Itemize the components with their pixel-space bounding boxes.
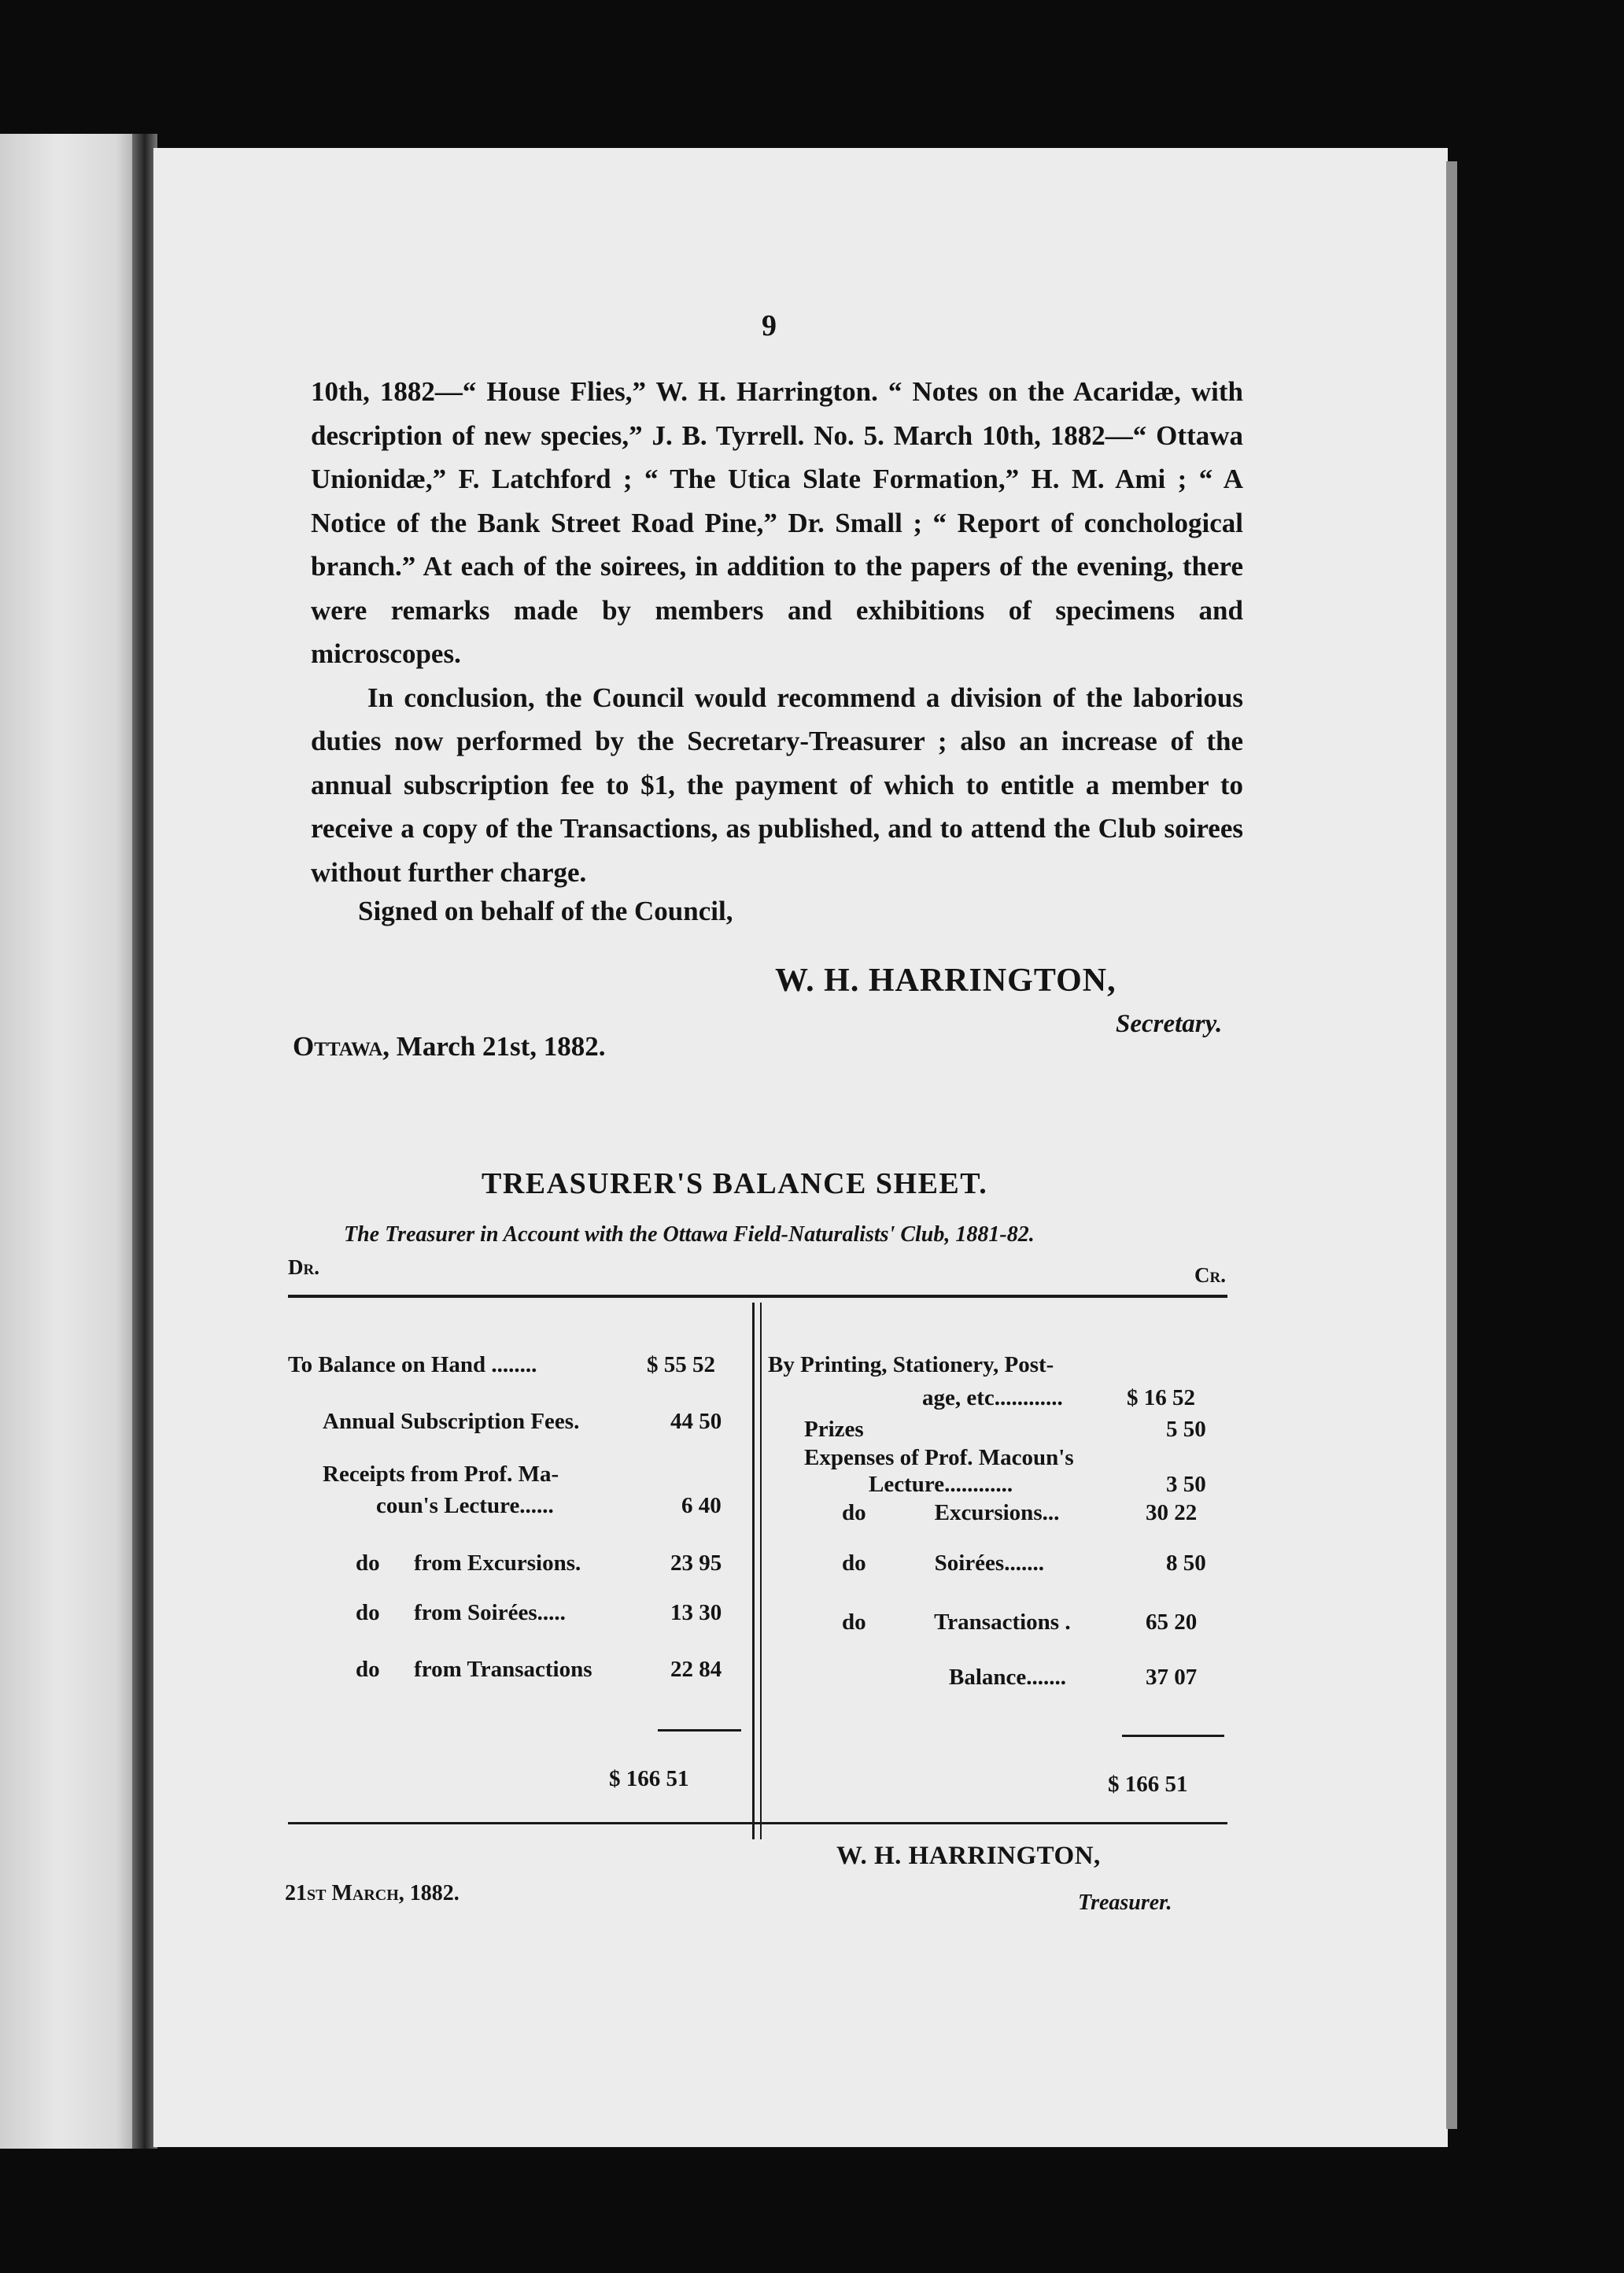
body-text: [311, 370, 1243, 894]
credit-entry-amount: 5 50: [1166, 1417, 1206, 1442]
debit-entry-label: To Balance on Hand ........: [288, 1352, 537, 1377]
treasurer-name: W. H. HARRINGTON,: [836, 1842, 1101, 1870]
debit-entry-label: do from Excursions.: [356, 1550, 581, 1576]
credit-total-rule: [1122, 1735, 1224, 1737]
credit-entry-amount: 65 20: [1146, 1610, 1198, 1635]
bottom-rule: [288, 1822, 1227, 1824]
credit-entry-amount: 37 07: [1146, 1665, 1198, 1690]
credit-entry-label: do Excursions...: [842, 1500, 1060, 1525]
credit-entry-label: do Transactions .: [842, 1610, 1071, 1635]
paragraph-2: In conclusion, the Council would recommend a division of the laborious duties now performed by the Secretary-Treasurer ; also an increase of the annual subscription fee to $1, the payment of which to entitle a member to receive a copy of the Transactions, as published, and to attend the Club soirees without further charge.: [311, 682, 1243, 888]
debit-entry-label: do from Transactions: [356, 1657, 592, 1682]
secretary-title: Secretary.: [1116, 1010, 1223, 1038]
debit-entry-label: coun's Lecture......: [376, 1493, 554, 1518]
center-divider-2: [760, 1303, 762, 1839]
place: Ottawa,: [293, 1031, 390, 1062]
credit-heading: Cr.: [1194, 1263, 1226, 1287]
secretary-name: W. H. HARRINGTON,: [775, 963, 1116, 999]
signed-line: Signed on behalf of the Council,: [358, 896, 733, 926]
debit-entry-amount: 13 30: [670, 1600, 722, 1625]
credit-entry-label: Expenses of Prof. Macoun's: [804, 1445, 1074, 1470]
credit-entry-amount: 3 50: [1166, 1472, 1206, 1497]
date: March 21st, 1882.: [396, 1031, 606, 1062]
credit-entry-label: By Printing, Stationery, Post-: [768, 1352, 1054, 1377]
credit-entry-amount: $ 16 52: [1127, 1385, 1195, 1410]
credit-entry-label: Prizes: [804, 1417, 864, 1442]
balance-sheet-date: 21st March, 1882.: [285, 1881, 460, 1905]
paragraph-1: 10th, 1882—“ House Flies,” W. H. Harrington. “ Notes on the Acaridæ, with description of new species,” J. B. Tyrrell. No. 5. March 10th, 1882—“ Ottawa Unionidæ,” F. Latchford ; “ The Utica Slate Formation,” H. M. Ami ; “ A Notice of the Bank Street Road Pine,” Dr. Small ; “ Report of conchological branch.” At each of the soirees, in addition to the papers of the evening, there were remarks made by members and exhibitions of specimens and microscopes.: [311, 376, 1243, 669]
debit-entry-amount: 23 95: [670, 1550, 722, 1576]
credit-entry-label: age, etc............: [922, 1385, 1063, 1410]
credit-entry-amount: 8 50: [1166, 1550, 1206, 1576]
debit-entry-amount: 22 84: [670, 1657, 722, 1682]
debit-total: $ 166 51: [609, 1766, 689, 1791]
debit-entry-amount: 44 50: [670, 1409, 722, 1434]
facing-page-edge: [0, 134, 146, 2149]
credit-entry-label: Lecture............: [869, 1472, 1013, 1497]
balance-sheet-title: TREASURER'S BALANCE SHEET.: [482, 1167, 988, 1200]
credit-entry-amount: 30 22: [1146, 1500, 1198, 1525]
place-date: [293, 1031, 606, 1063]
debit-entry-amount: $ 55 52: [647, 1352, 715, 1377]
debit-entry-label: Annual Subscription Fees.: [323, 1409, 580, 1434]
top-rule: [288, 1295, 1227, 1298]
center-divider: [752, 1303, 755, 1839]
balance-sheet-subtitle: The Treasurer in Account with the Ottawa Field-Naturalists' Club, 1881-82.: [344, 1222, 1035, 1247]
page-number: 9: [762, 309, 777, 342]
credit-total: $ 166 51: [1108, 1772, 1188, 1797]
debit-heading: Dr.: [288, 1255, 319, 1279]
debit-entry-label: do from Soirées.....: [356, 1600, 566, 1625]
page-shadow: [1446, 161, 1457, 2129]
credit-entry-label: do Soirées.......: [842, 1550, 1044, 1576]
debit-entry-amount: 6 40: [681, 1493, 722, 1518]
debit-total-rule: [658, 1729, 741, 1732]
credit-entry-label: Balance.......: [949, 1665, 1067, 1690]
treasurer-title: Treasurer.: [1078, 1890, 1172, 1915]
debit-entry-label: Receipts from Prof. Ma-: [323, 1462, 559, 1487]
